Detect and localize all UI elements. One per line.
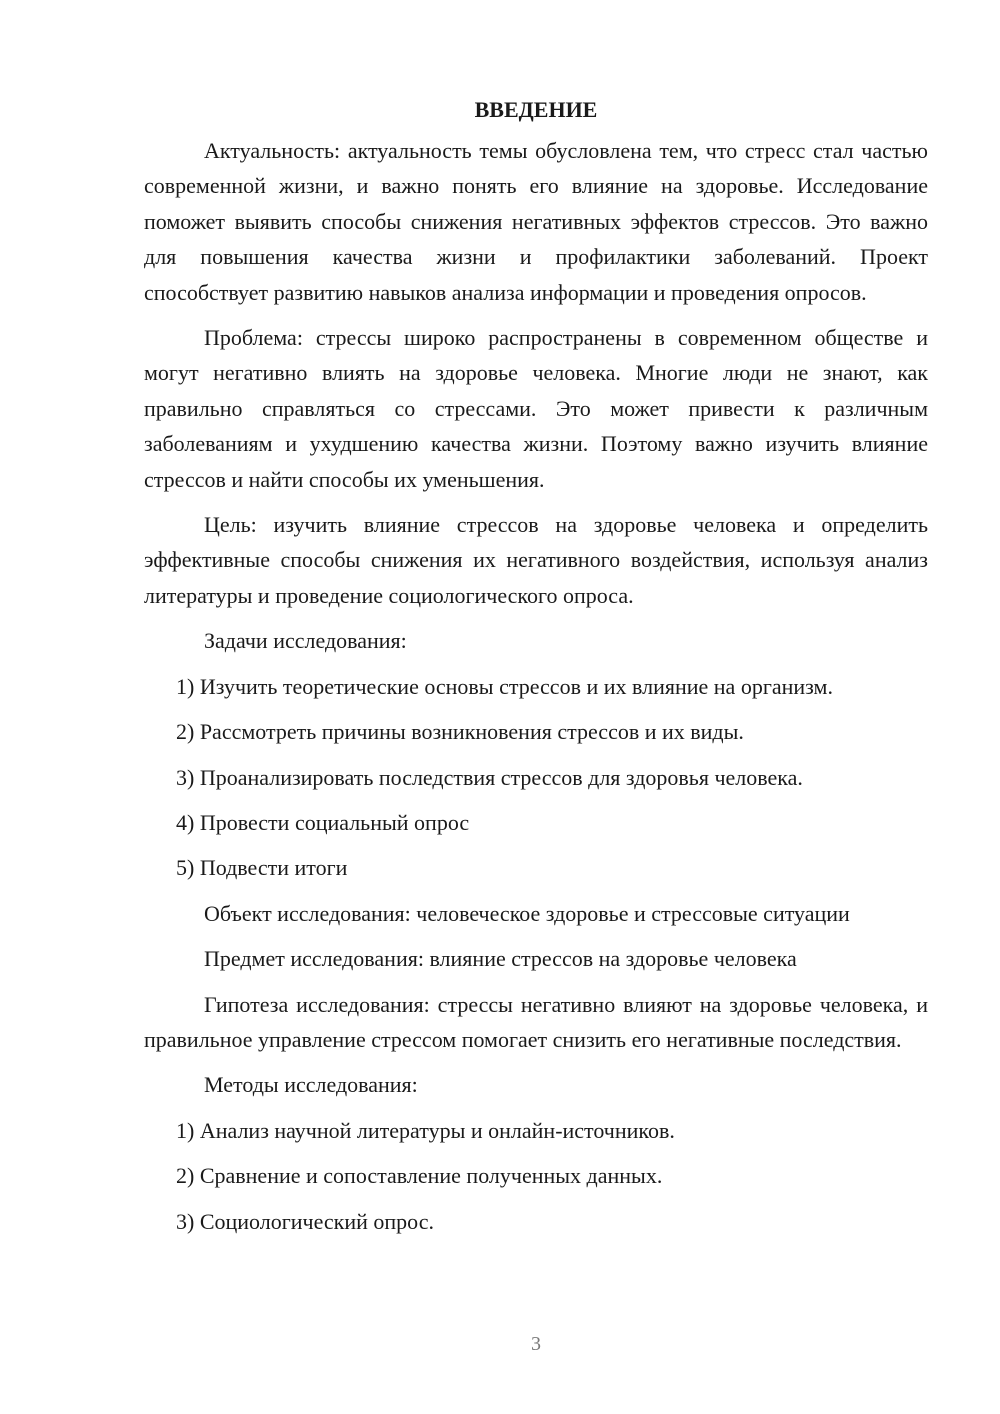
list-item: 3) Проанализировать последствия стрессов для здоровья человека. — [176, 764, 803, 790]
problem-paragraph: Проблема: стрессы широко распространены в современном обществе и могут негативно влиять на здоровье человека. Многие люди не знают, как правильно справляться со стрессами. Это может привести к различным заболеваниям и ухудшению качества жизни. Поэтому важно изучить влияние стрессов и найти способы их уменьшения. — [144, 325, 928, 492]
list-item: 1) Анализ научной литературы и онлайн-источников. — [176, 1117, 675, 1143]
list-item: 3) Социологический опрос. — [176, 1208, 434, 1234]
relevance-paragraph: Актуальность: актуальность темы обусловлена тем, что стресс стал частью современной жизни, и важно понять его влияние на здоровье. Исследование поможет выявить способы снижения негативных эффектов стрессов. Это важно для повышения качества жизни и профилактики заболеваний. Проект способствует развитию навыков анализа информации и проведения опросов. — [144, 138, 928, 305]
goal-paragraph: Цель: изучить влияние стрессов на здоровье человека и определить эффективные способы снижения их негативного воздействия, используя анализ литературы и проведение социологического опроса. — [144, 512, 928, 608]
document-page — [144, 92, 928, 1249]
subject-paragraph: Предмет исследования: влияние стрессов на здоровье человека — [204, 946, 797, 972]
tasks-heading: Задачи исследования: — [204, 628, 407, 654]
list-item: 1) Изучить теоретические основы стрессов и их влияние на организм. — [176, 673, 833, 699]
page-title: ВВЕДЕНИЕ — [474, 97, 598, 122]
list-item: 4) Провести социальный опрос — [176, 809, 470, 835]
hypothesis-paragraph: Гипотеза исследования: стрессы негативно влияют на здоровье человека, и правильное управление стрессом помогает снизить его негативные последствия. — [144, 991, 928, 1052]
object-paragraph: Объект исследования: человеческое здоровье и стрессовые ситуации — [204, 900, 850, 926]
list-item: 2) Рассмотреть причины возникновения стрессов и их виды. — [176, 719, 744, 745]
list-item: 2) Сравнение и сопоставление полученных данных. — [176, 1163, 663, 1189]
methods-list — [144, 1113, 928, 1239]
tasks-list — [144, 669, 928, 886]
list-item: 5) Подвести итоги — [176, 855, 348, 881]
page-number: 3 — [531, 1333, 541, 1355]
methods-heading: Методы исследования: — [204, 1072, 418, 1098]
